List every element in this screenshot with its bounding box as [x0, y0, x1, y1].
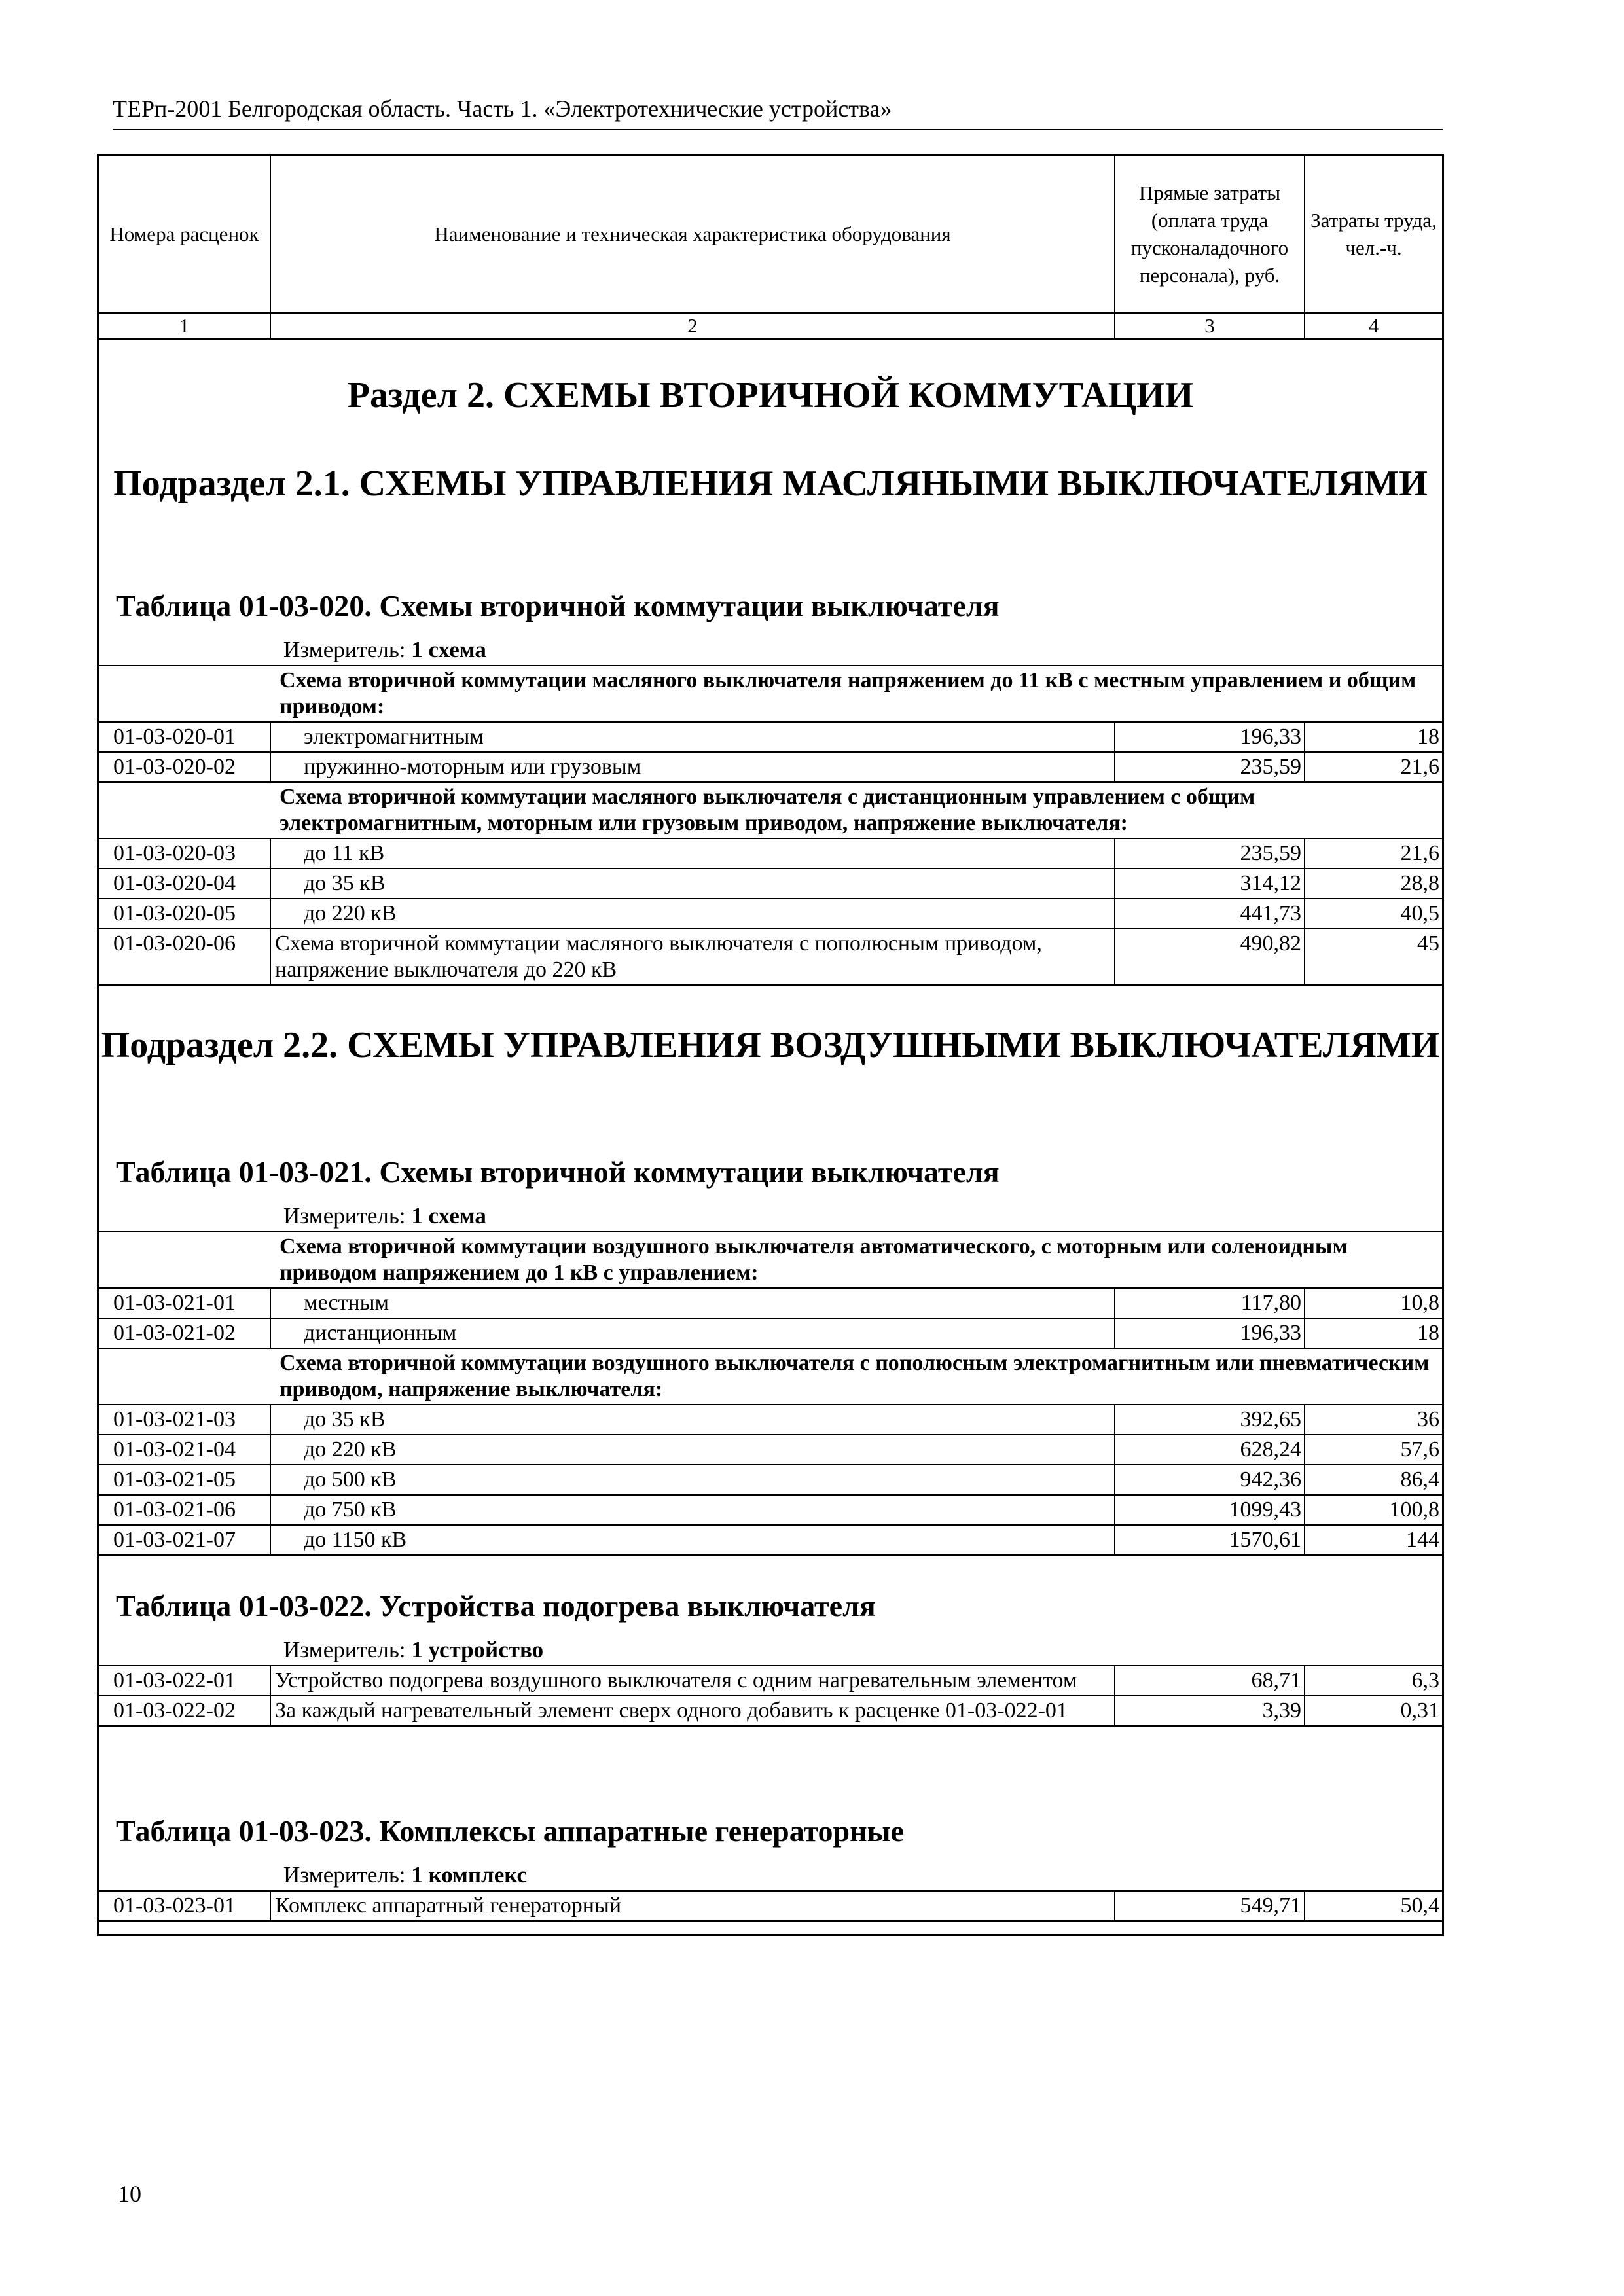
subsection-title-2-1: Подраздел 2.1. СХЕМЫ УПРАВЛЕНИЯ МАСЛЯНЫМИ ВЫКЛЮЧАТЕЛЯМИ	[113, 463, 1428, 504]
measure-value: 1 схема	[411, 1203, 486, 1229]
row-name: Устройство подогрева воздушного выключателя с одним нагревательным элементом	[270, 1666, 1115, 1696]
table-row	[99, 899, 1442, 929]
row-cost: 628,24	[1115, 1435, 1305, 1465]
table-row	[99, 1318, 1442, 1348]
measure-020	[283, 637, 486, 663]
row-code: 01-03-023-01	[99, 1891, 270, 1921]
subsection-title-2-2: Подраздел 2.2. СХЕМЫ УПРАВЛЕНИЯ ВОЗДУШНЫМИ ВЫКЛЮЧАТЕЛЯМИ	[101, 1025, 1440, 1066]
table-title-023: Таблица 01-03-023. Комплексы аппаратные генераторные	[116, 1814, 904, 1848]
row-name: до 500 кВ	[270, 1465, 1115, 1495]
row-name: дистанционным	[270, 1318, 1115, 1348]
row-cost: 196,33	[1115, 1318, 1305, 1348]
row-labor: 50,4	[1305, 1891, 1442, 1921]
row-cost: 392,65	[1115, 1405, 1305, 1435]
col-number-3: 3	[1115, 313, 1305, 339]
measure-value: 1 устройство	[411, 1637, 544, 1662]
row-labor: 28,8	[1305, 869, 1442, 899]
row-code: 01-03-021-01	[99, 1288, 270, 1318]
row-name: электромагнитным	[270, 722, 1115, 752]
row-code: 01-03-020-02	[99, 752, 270, 782]
data-table-023	[99, 1890, 1442, 1922]
data-table-021	[99, 1231, 1442, 1556]
data-table-022	[99, 1665, 1442, 1727]
col-number-2: 2	[270, 313, 1115, 339]
row-labor: 10,8	[1305, 1288, 1442, 1318]
measure-label: Измеритель:	[283, 1862, 406, 1888]
col-header-name: Наименование и техническая характеристика оборудования	[270, 156, 1115, 313]
row-name: пружинно-моторным или грузовым	[270, 752, 1115, 782]
row-code: 01-03-021-06	[99, 1495, 270, 1525]
data-table-020	[99, 665, 1442, 986]
row-labor: 100,8	[1305, 1495, 1442, 1525]
row-cost: 549,71	[1115, 1891, 1305, 1921]
column-header-table	[99, 156, 1442, 340]
row-labor: 18	[1305, 722, 1442, 752]
row-code: 01-03-020-03	[99, 838, 270, 869]
row-cost: 441,73	[1115, 899, 1305, 929]
row-cost: 235,59	[1115, 752, 1305, 782]
row-labor: 21,6	[1305, 752, 1442, 782]
row-labor: 21,6	[1305, 838, 1442, 869]
row-labor: 36	[1305, 1405, 1442, 1435]
row-cost: 490,82	[1115, 929, 1305, 985]
row-code: 01-03-020-01	[99, 722, 270, 752]
col-number-4: 4	[1305, 313, 1442, 339]
row-code: 01-03-022-01	[99, 1666, 270, 1696]
row-labor: 57,6	[1305, 1435, 1442, 1465]
row-cost: 68,71	[1115, 1666, 1305, 1696]
col-header-labor: Затраты труда, чел.-ч.	[1305, 156, 1442, 313]
group-header: Схема вторичной коммутации масляного выключателя с дистанционным управлением с общим электромагнитным, моторным или грузовым приводом, напряжение выключателя:	[99, 782, 1442, 838]
row-name: до 11 кВ	[270, 838, 1115, 869]
row-cost: 942,36	[1115, 1465, 1305, 1495]
row-code: 01-03-021-05	[99, 1465, 270, 1495]
running-header: ТЕРп-2001 Белгородская область. Часть 1. «Электротехнические устройства»	[113, 96, 892, 122]
table-row	[99, 1525, 1442, 1555]
table-row	[99, 1465, 1442, 1495]
table-row	[99, 752, 1442, 782]
row-cost: 314,12	[1115, 869, 1305, 899]
page-number: 10	[118, 2181, 141, 2207]
table-row	[99, 1495, 1442, 1525]
row-labor: 45	[1305, 929, 1442, 985]
section-title: Раздел 2. СХЕМЫ ВТОРИЧНОЙ КОММУТАЦИИ	[347, 375, 1194, 416]
row-name: местным	[270, 1288, 1115, 1318]
row-cost: 3,39	[1115, 1696, 1305, 1726]
row-name: За каждый нагревательный элемент сверх одного добавить к расценке 01-03-022-01	[270, 1696, 1115, 1726]
row-name: до 220 кВ	[270, 899, 1115, 929]
table-title-022: Таблица 01-03-022. Устройства подогрева выключателя	[116, 1589, 876, 1623]
row-name: Схема вторичной коммутации масляного выключателя с пополюсным приводом, напряжение выключателя до 220 кВ	[270, 929, 1115, 985]
table-title-021: Таблица 01-03-021. Схемы вторичной коммутации выключателя	[116, 1155, 1000, 1189]
row-labor: 18	[1305, 1318, 1442, 1348]
row-name: до 35 кВ	[270, 1405, 1115, 1435]
row-code: 01-03-021-04	[99, 1435, 270, 1465]
measure-value: 1 схема	[411, 637, 486, 662]
measure-label: Измеритель:	[283, 1203, 406, 1229]
group-header: Схема вторичной коммутации масляного выключателя напряжением до 11 кВ с местным управлением и общим приводом:	[99, 666, 1442, 722]
measure-022	[283, 1637, 543, 1663]
row-cost: 235,59	[1115, 838, 1305, 869]
row-code: 01-03-021-02	[99, 1318, 270, 1348]
row-labor: 40,5	[1305, 899, 1442, 929]
group-header: Схема вторичной коммутации воздушного выключателя с пополюсным электромагнитным или пневматическим приводом, напряжение выключателя:	[99, 1348, 1442, 1405]
row-labor: 0,31	[1305, 1696, 1442, 1726]
row-labor: 6,3	[1305, 1666, 1442, 1696]
row-code: 01-03-020-04	[99, 869, 270, 899]
measure-label: Измеритель:	[283, 637, 406, 662]
row-cost: 1570,61	[1115, 1525, 1305, 1555]
measure-value: 1 комплекс	[411, 1862, 528, 1888]
row-cost: 1099,43	[1115, 1495, 1305, 1525]
table-row	[99, 838, 1442, 869]
table-row	[99, 1288, 1442, 1318]
row-name: до 35 кВ	[270, 869, 1115, 899]
col-header-cost: Прямые затраты (оплата труда пусконаладочного персонала), руб.	[1115, 156, 1305, 313]
row-code: 01-03-020-06	[99, 929, 270, 985]
col-number-1: 1	[99, 313, 270, 339]
table-row	[99, 1666, 1442, 1696]
table-row	[99, 1435, 1442, 1465]
row-code: 01-03-021-07	[99, 1525, 270, 1555]
table-row	[99, 869, 1442, 899]
group-header: Схема вторичной коммутации воздушного выключателя автоматического, с моторным или соленоидным приводом напряжением до 1 кВ с управлением:	[99, 1232, 1442, 1288]
row-name: до 1150 кВ	[270, 1525, 1115, 1555]
row-cost: 196,33	[1115, 722, 1305, 752]
table-row	[99, 1696, 1442, 1726]
row-code: 01-03-022-02	[99, 1696, 270, 1726]
row-cost: 117,80	[1115, 1288, 1305, 1318]
measure-021	[283, 1203, 486, 1229]
row-labor: 86,4	[1305, 1465, 1442, 1495]
table-row	[99, 929, 1442, 985]
measure-label: Измеритель:	[283, 1637, 406, 1662]
table-row	[99, 1891, 1442, 1921]
table-title-020: Таблица 01-03-020. Схемы вторичной коммутации выключателя	[116, 589, 1000, 622]
row-name: Комплекс аппаратный генераторный	[270, 1891, 1115, 1921]
row-labor: 144	[1305, 1525, 1442, 1555]
row-name: до 220 кВ	[270, 1435, 1115, 1465]
header-rule	[113, 129, 1443, 130]
row-name: до 750 кВ	[270, 1495, 1115, 1525]
col-header-code: Номера расценок	[99, 156, 270, 313]
row-code: 01-03-021-03	[99, 1405, 270, 1435]
measure-023	[283, 1862, 527, 1888]
main-table-frame	[97, 154, 1444, 1936]
table-row	[99, 1405, 1442, 1435]
row-code: 01-03-020-05	[99, 899, 270, 929]
table-row	[99, 722, 1442, 752]
